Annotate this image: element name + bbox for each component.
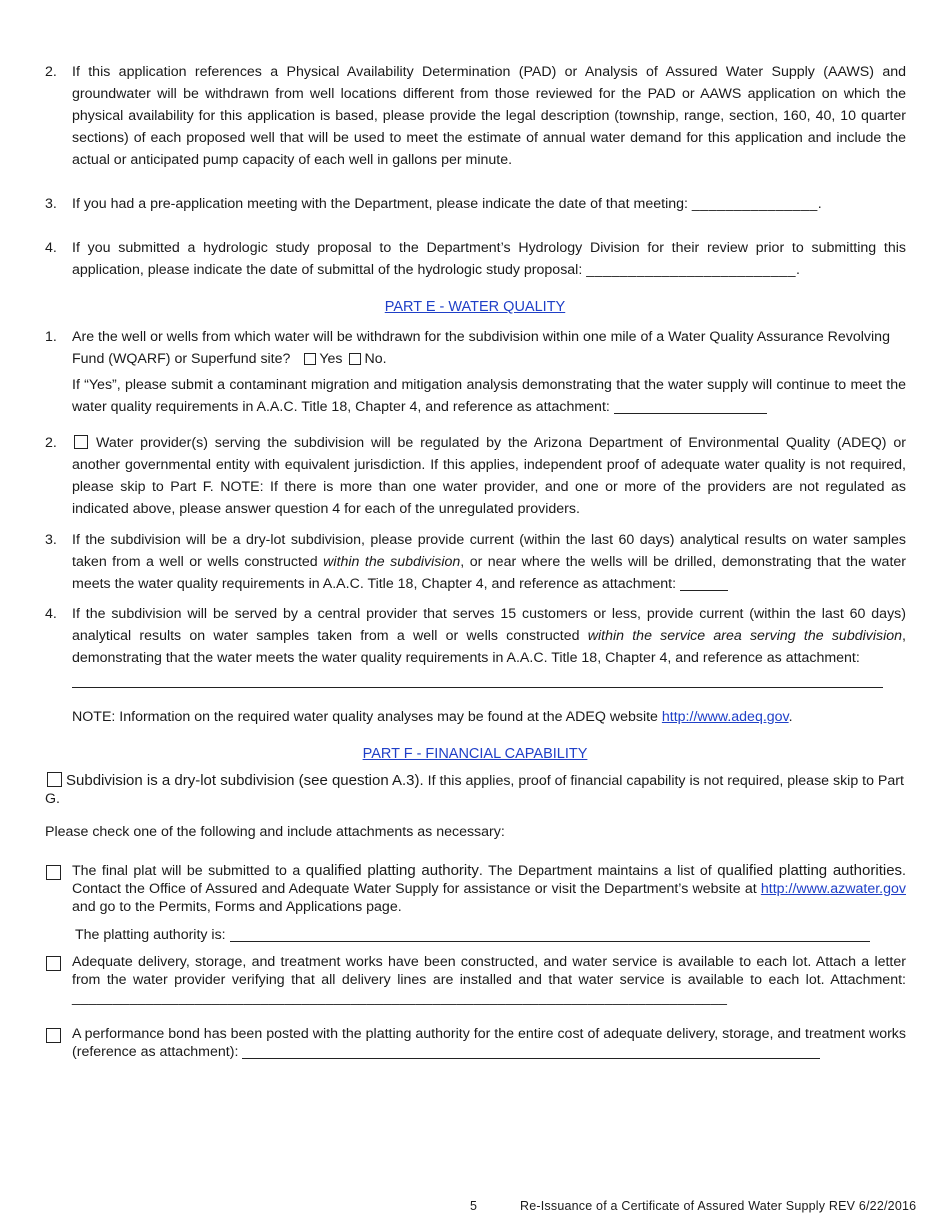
question-number: 2. (45, 64, 57, 80)
dry-lot-checkbox[interactable] (47, 772, 62, 787)
question-emphasis: within the subdivision (323, 554, 461, 570)
question-emphasis: within the service area serving the subdivision (587, 628, 903, 644)
part-e-heading-link[interactable]: PART E - WATER QUALITY (384, 299, 566, 315)
question-text: If you had a pre-application meeting with the Department, please indicate the date of that meeting: (72, 196, 688, 212)
adeq-note (45, 706, 906, 728)
adeq-website-link[interactable]: http://www.adeq.gov (661, 709, 789, 725)
note-text: NOTE: Information on the required water quality analyses may be found at the ADEQ website (72, 709, 662, 725)
followup-text: If “Yes”, please submit a contaminant migration and mitigation analysis demonstrating that the water supply will continue to meet the water quality requirements in A.A.C. Title 18, Chapter 4, and reference as attachment: (72, 377, 906, 415)
option-text: . Contact the Office of Assured and Adequate Water Supply for assistance or visit the Department’s website at (72, 863, 906, 897)
question-number: 2. (45, 435, 57, 451)
question-text: If this application references a Physical Availability Determination (PAD) or Analysis of Assured Water Supply (AAWS) and groundwater will be withdrawn from well locations different from those reviewed for the PAD or AAWS application on which the physical availability for this application is based, please provide the legal description (township, range, section, 160, 40, 10 quarter sections) of each proposed well that will be used to meet the estimate of annual water demand for this application and include the actual or anticipated pump capacity of each well in gallons per minute. (72, 64, 906, 168)
platting-authority-checkbox[interactable] (46, 865, 61, 880)
regulated-provider-checkbox[interactable] (74, 435, 88, 449)
question-number: 4. (45, 240, 57, 256)
dry-lot-label: Subdivision is a dry-lot subdivision (see question A.3). (66, 772, 424, 789)
platting-authority-row (75, 926, 870, 944)
question-number: 4. (45, 606, 57, 622)
dry-lot-text: If this applies, proof of financial capability is not required, please skip to Part G. (45, 773, 904, 807)
option-text: . The Department maintains a list of (478, 863, 718, 879)
question-number: 3. (45, 532, 57, 548)
platting-authority-blank[interactable] (230, 927, 870, 942)
delivery-attachment-blank[interactable]: ________________________________________________________________________________ (72, 990, 728, 1006)
delivery-works-option (45, 953, 906, 1007)
study-date-blank[interactable]: _________________________ (586, 262, 796, 278)
question-d3 (45, 193, 906, 215)
no-checkbox[interactable] (349, 353, 361, 365)
dry-lot-option (45, 772, 906, 808)
question-d4 (45, 237, 906, 281)
performance-bond-attachment-blank[interactable] (242, 1044, 820, 1059)
option-text: The final plat will be submitted to a (72, 863, 306, 879)
platting-authority-option (45, 862, 906, 916)
note-end: . (788, 709, 793, 725)
question-d2 (45, 61, 906, 171)
question-text: If the subdivision will be served by a central provider that serves 15 customers or less, provide current (within the last 60 days) analytical results on water samples taken from a well or wells constructed (72, 606, 906, 644)
performance-bond-checkbox[interactable] (46, 1028, 61, 1043)
question-end: . (817, 196, 822, 212)
option-text: A performance bond has been posted with the platting authority for the entire cost of adequate delivery, storage, and treatment works (reference as attachment): (72, 1026, 906, 1060)
yes-label: Yes (319, 351, 343, 367)
dry-lot-attachment-blank[interactable] (680, 576, 728, 591)
no-label: No. (364, 351, 387, 367)
question-text-end: , or near where the wells will be drilled, demonstrating that the water meets the water quality requirements in A.A.C. Title 18, Chapter 4, and reference as attachment: (72, 554, 906, 592)
question-e3 (45, 529, 906, 595)
yes-checkbox[interactable] (304, 353, 316, 365)
question-text: If you submitted a hydrologic study proposal to the Department’s Hydrology Division for their review prior to submitting this application, please indicate the date of submittal of the hydrologic study proposal: (72, 240, 906, 278)
question-e1 (45, 326, 906, 418)
attachment-label: Attachment: (830, 972, 906, 988)
platting-authority-label: The platting authority is: (75, 927, 226, 943)
option-text-end: and go to the Permits, Forms and Applications page. (72, 899, 402, 915)
financial-instruction: Please check one of the following and include attachments as necessary: (45, 824, 505, 840)
option-emphasis: qualified platting authorities (717, 862, 903, 879)
part-e-heading (0, 296, 950, 318)
question-e2 (45, 432, 906, 520)
part-f-heading-link[interactable]: PART F - FINANCIAL CAPABILITY (362, 746, 588, 762)
option-text: Adequate delivery, storage, and treatment works have been constructed, and water service is available to each lot. Attach a letter from the water provider verifying that all delivery lines are installed and that water service is available to each lot. (72, 954, 906, 988)
contaminant-attachment-blank[interactable] (614, 399, 767, 414)
central-provider-attachment-blank[interactable] (72, 687, 883, 688)
part-f-heading (0, 743, 950, 765)
question-end: . (796, 262, 800, 278)
form-title: Re-Issuance of a Certificate of Assured Water Supply REV 6/22/2016 (520, 1199, 917, 1213)
question-number: 3. (45, 196, 57, 212)
option-emphasis: qualified platting authority (305, 862, 479, 879)
azwater-website-link[interactable]: http://www.azwater.gov (760, 881, 906, 897)
question-text: If the subdivision will be a dry-lot subdivision, please provide current (within the last 60 days) analytical results on water samples taken from a well or wells constructed (72, 532, 906, 570)
question-text: Are the well or wells from which water will be withdrawn for the subdivision within one mile of a Water Quality Assurance Revolving Fund (WQARF) or Superfund site? (72, 329, 890, 367)
question-e4 (45, 603, 906, 669)
question-text: Water provider(s) serving the subdivision will be regulated by the Arizona Department of Environmental Quality (ADEQ) or another governmental entity with equivalent jurisdiction. If this applies, independent proof of adequate water quality is not required, please skip to Part F. NOTE: If there is more than one water provider, and one or more of the providers are not regulated as indicated above, please answer question 4 for each of the unregulated providers. (72, 435, 906, 517)
question-text-end: , demonstrating that the water meets the water quality requirements in A.A.C. Title 18, Chapter 4, and reference as attachment: (72, 628, 906, 666)
meeting-date-blank[interactable]: _______________ (691, 196, 818, 212)
performance-bond-option (45, 1025, 906, 1061)
delivery-works-checkbox[interactable] (46, 956, 61, 971)
question-number: 1. (45, 329, 57, 345)
page-number: 5 (470, 1199, 477, 1213)
